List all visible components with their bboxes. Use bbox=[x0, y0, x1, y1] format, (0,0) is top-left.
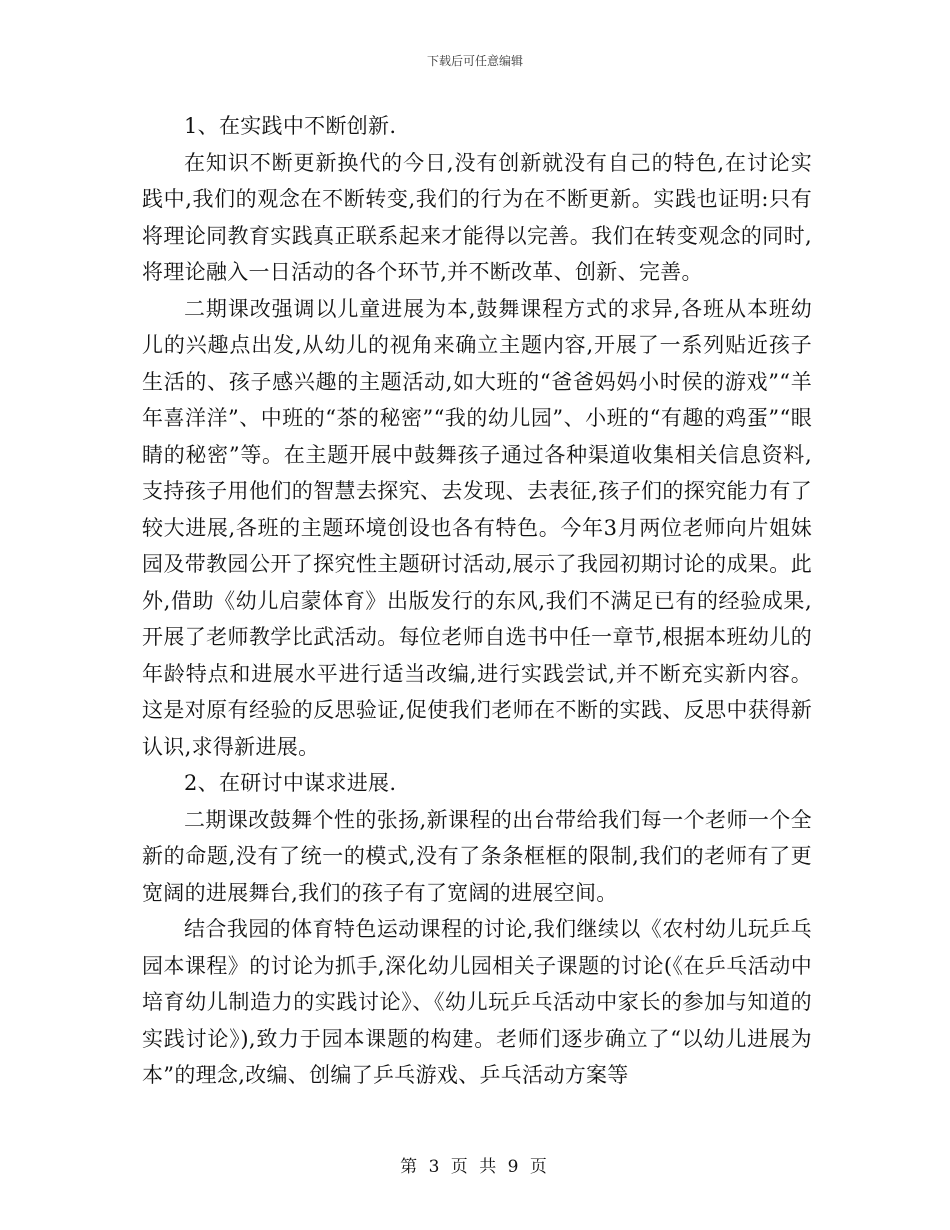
page-header: 下载后可任意编辑 bbox=[426, 54, 523, 68]
paragraph: 在知识不断更新换代的今日,没有创新就没有自己的特色,在讨论实践中,我们的观念在不断转变,我们的行为在不断更新。实践也证明:只有将理论同教育实践真正联系起来才能得以完善。我们在转变观念的同时,将理论融入一日活动的各个环节,并不断改革、创新、完善。 bbox=[142, 150, 812, 284]
paragraph: 二期课改强调以儿童进展为本,鼓舞课程方式的求异,各班从本班幼儿的兴趣点出发,从幼儿的视角来确立主题内容,开展了一系列贴近孩子生活的、孩子感兴趣的主题活动,如大班的“爸爸妈妈小时侯的游戏”“羊年喜洋洋”、中班的“茶的秘密”“我的幼儿园”、小班的“有趣的鸡蛋”“眼睛的秘密”等。在主题开展中鼓舞孩子通过各种渠道收集相关信息资料,支持孩子用他们的智慧去探究、去发现、去表征,孩子们的探究能力有了较大进展,各班的主题环境创设也各有特色。今年3月两位老师向片姐妹园及带教园公开了探究性主题研讨活动,展示了我园初期讨论的成果。此外,借助《幼儿启蒙体育》出版发行的东风,我们不满足已有的经验成果,开展了老师教学比武活动。每位老师自选书中任一章节,根据本班幼儿的年龄特点和进展水平进行适当改编,进行实践尝试,并不断充实新内容。这是对原有经验的反思验证,促使我们老师在不断的实践、反思中获得新认识,求得新进展。 bbox=[142, 296, 812, 759]
document-body bbox=[142, 108, 812, 1094]
section-heading-1: 1、在实践中不断创新. bbox=[184, 114, 397, 138]
paragraph: 结合我园的体育特色运动课程的讨论,我们继续以《农村幼儿玩乒乓园本课程》的讨论为抓手,深化幼儿园相关子课题的讨论(《在乒乓活动中培育幼儿制造力的实践讨论》、《幼儿玩乒乓活动中家长的参加与知道的实践讨论》),致力于园本课题的构建。老师们逐步确立了“以幼儿进展为本”的理念,改编、创编了乒乓游戏、乒乓活动方案等 bbox=[142, 917, 812, 1087]
section-heading-2: 2、在研讨中谋求进展. bbox=[184, 771, 397, 795]
paragraph: 二期课改鼓舞个性的张扬,新课程的出台带给我们每一个老师一个全新的命题,没有了统一的模式,没有了条条框框的限制,我们的老师有了更宽阔的进展舞台,我们的孩子有了宽阔的进展空间。 bbox=[142, 807, 812, 905]
page-footer: 第 3 页 共 9 页 bbox=[400, 1157, 550, 1177]
